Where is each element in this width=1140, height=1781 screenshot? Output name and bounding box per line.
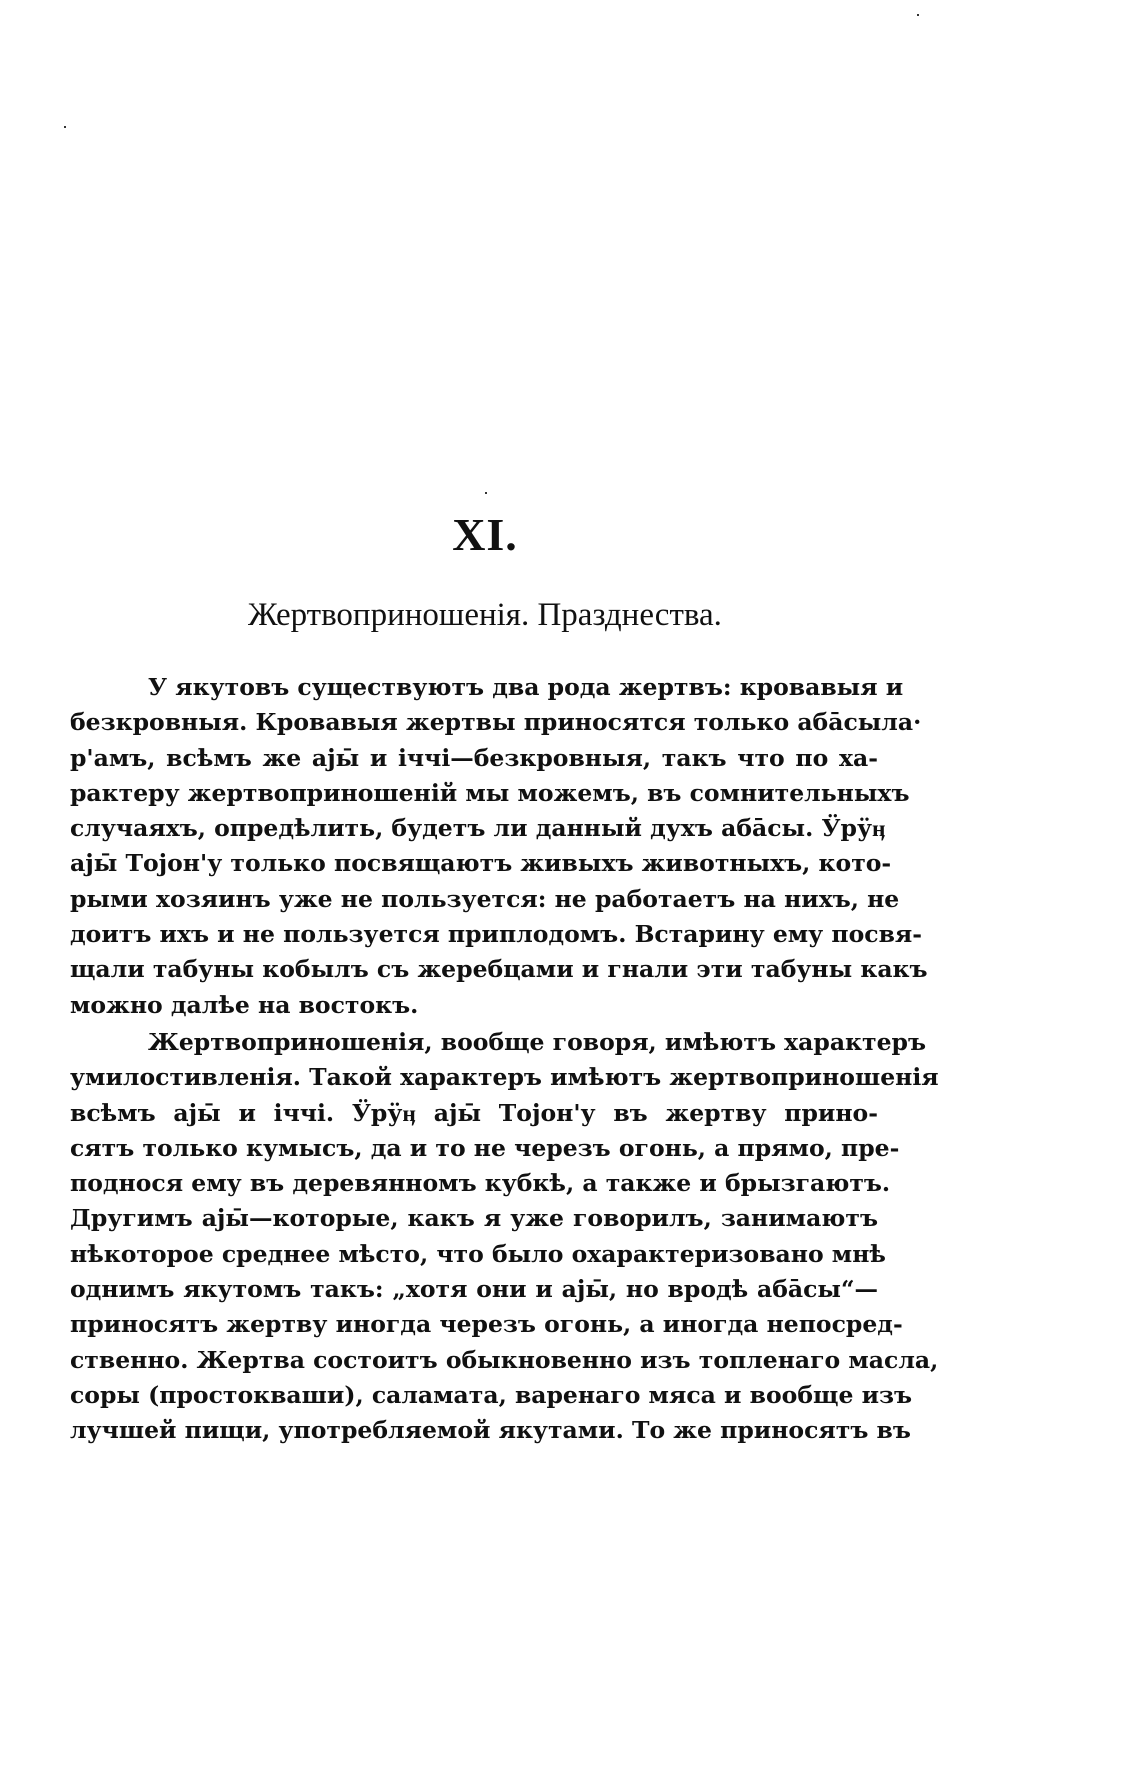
text-line: поднося ему въ деревянномъ кубкѣ, а также и брызгаютъ. (70, 1169, 891, 1198)
text-line: р'амъ, всѣмъ же аjы̄ и іччі—безкровныя, такъ что по ха- (70, 743, 878, 772)
text-line: доитъ ихъ и не пользуется приплодомъ. Встарину ему посвя- (70, 920, 923, 949)
text-line: аjы̄ Тоjон'у только посвящаютъ живыхъ животныхъ, кото- (70, 849, 892, 878)
paragraph-2 (70, 1025, 939, 1449)
text-line: лучшей пищи, употребляемой якутами. То же приносятъ въ (70, 1416, 911, 1445)
text-line: приносятъ жертву иногда черезъ огонь, а иногда непосред- (70, 1310, 903, 1339)
text-line: Жертвоприношенія, вообще говоря, имѣютъ характеръ (148, 1027, 926, 1056)
text-line: случаяхъ, опредѣлить, будетъ ли данный духъ абāсы. Ӱрӱӊ (70, 814, 886, 843)
text-line: рыми хозяинъ уже не пользуется: не работаетъ на нихъ, не (70, 884, 900, 913)
text-line: нѣкоторое среднее мѣсто, что было охарактеризовано мнѣ (70, 1239, 886, 1268)
chapter-title: Жертвоприношенія. Празднества. (248, 597, 722, 633)
text-line: У якутовъ существуютъ два рода жертвъ: кровавыя и (148, 673, 904, 701)
text-line: Другимъ аjы̄—которые, какъ я уже говорилъ, занимаютъ (70, 1204, 878, 1233)
speck-mark (917, 14, 919, 16)
speck-mark (485, 492, 487, 494)
body-text (70, 670, 939, 1449)
text-line: рактеру жертвоприношеній мы можемъ, въ сомнительныхъ (70, 778, 910, 807)
text-line: умилостивленія. Такой характеръ имѣютъ жертвоприношенія (70, 1063, 939, 1092)
text-line: ственно. Жертва состоитъ обыкновенно изъ топленаго масла, (70, 1345, 939, 1374)
text-line: сятъ только кумысъ, да и то не черезъ огонь, а прямо, пре- (70, 1133, 900, 1162)
text-line: щали табуны кобылъ съ жеребцами и гнали эти табуны какъ (70, 955, 928, 984)
text-line: можно далѣе на востокъ. (70, 990, 419, 1019)
text-line: всѣмъ аjы̄ и іччі. Ӱрӱӊ аjы̄ Тоjон'у въ жертву прино- (70, 1098, 878, 1127)
chapter-number: XI. (452, 509, 518, 560)
text-line: соры (простокваши), саламата, варенаго мяса и вообще изъ (70, 1380, 913, 1409)
paragraph-1 (70, 670, 928, 1023)
text-line: безкровныя. Кровавыя жертвы приносятся только абāсыла· (70, 708, 922, 737)
speck-mark (64, 126, 66, 128)
text-line: однимъ якутомъ такъ: „хотя они и аjы̄, но вродѣ абāсы“— (70, 1275, 878, 1304)
